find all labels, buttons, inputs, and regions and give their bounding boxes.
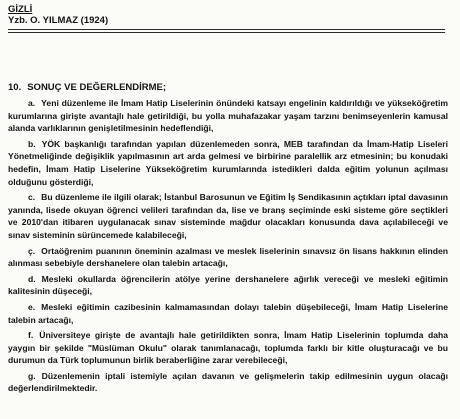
paragraph-letter: e. [28, 301, 36, 312]
paragraph [8, 273, 448, 298]
paragraph-text: Mesleki okullarda öğrencilerin atölye yerine dershanelere ağırlık vereceği ve mesleki eğitimin kalitesinin düşeceği, [8, 273, 448, 297]
paragraph-text: Yeni düzenleme ile İmam Hatip Liselerinin önündeki katsayı engelinin kaldırıldığı ve yükseköğretim kurumlarına girişte avantajlı hale getirildiği, bu yolla muhafazakar yaşam tarzını benimseyenlerin kamusal alanda varlıklarının genişletilmesinin hedeflendiği, [8, 98, 448, 134]
paragraph-text: Bu düzenleme ile ilgili olarak; İstanbul Barosunun ve Eğitim İş Sendikasının açtıkları iptal davasının yanında, lisede okuyan öğrenci velileri tarafından da, lise ve branş seçiminde eski sisteme göre seçtikleri ve 2010'dan itibaren uygulanacak sınav sisteminde mağdur olacakları konusunda dava açılabileceği ve sınav sisteminin sürüncemede kalabileceği, [8, 192, 448, 240]
section-number: 10. [8, 82, 22, 93]
paragraph [8, 370, 448, 395]
paragraph-text: Mesleki eğitimin cazibesinin kalmamasından dolayı talebin düşebileceği, İmam Hatip Liselerine talebin artacağı, [8, 301, 448, 325]
paragraph-letter: d. [28, 273, 36, 284]
paragraph-letter: ç. [28, 245, 36, 256]
paragraph-text: Ortaöğrenim puanının öneminin azalması ve meslek liselerinin sınavsız ön lisans hakkının elinden alınması sebebiyle dershanelere olan talebin artacağı, [8, 245, 448, 269]
paragraph [8, 138, 448, 188]
paragraph-text: Düzenlemenin iptali istemiyle açılan davanın ve gelişmelerin takip edilmesinin uygun olacağı değerlendirilmektedir. [8, 370, 448, 394]
paragraph-text: Üniversiteye girişte de avantajlı hale getirildikten sonra, İmam Hatip Liselerinin toplumda daha yaygın bir şekilde "Müslüman Okulu" olarak tanımlanacağı, toplumda farklı bir kitle oluşturacağı ve bu durumun da Türk toplumunun birlik beraberliğine zarar verebileceği, [8, 330, 448, 366]
paragraph-letter: a. [28, 98, 36, 108]
classification-label: GİZLİ [8, 4, 33, 15]
paragraph [8, 301, 448, 326]
paragraph [8, 245, 448, 270]
section-heading [8, 82, 166, 93]
header-rule [8, 32, 445, 33]
paragraph-letter: c. [28, 192, 36, 203]
paragraph [8, 329, 448, 367]
document-header [8, 4, 108, 26]
header-rule [8, 29, 445, 30]
section-title: SONUÇ VE DEĞERLENDİRME; [27, 82, 167, 93]
paragraph-letter: f. [28, 330, 34, 341]
section-body [8, 97, 448, 398]
author-line: Yzb. O. YILMAZ (1924) [8, 15, 109, 26]
paragraph [8, 191, 448, 241]
paragraph-letter: g. [28, 370, 36, 381]
paragraph-letter: b. [28, 138, 36, 149]
paragraph [8, 97, 448, 135]
paragraph-text: YÖK başkanlığı tarafından yapılan düzenlemeden sonra, MEB tarafından da İmam-Hatip Liseleri Yönetmeliğinde değişiklik yapılmasının art arda gelmesi ve birbirine paralellik arz etmesinin; bu konudaki hedefin, İmam Hatip Liselerine Yükseköğretim kurumlarında istedikleri dalda eğitim yolunun açılması olduğunu gösterdiği, [8, 138, 448, 187]
